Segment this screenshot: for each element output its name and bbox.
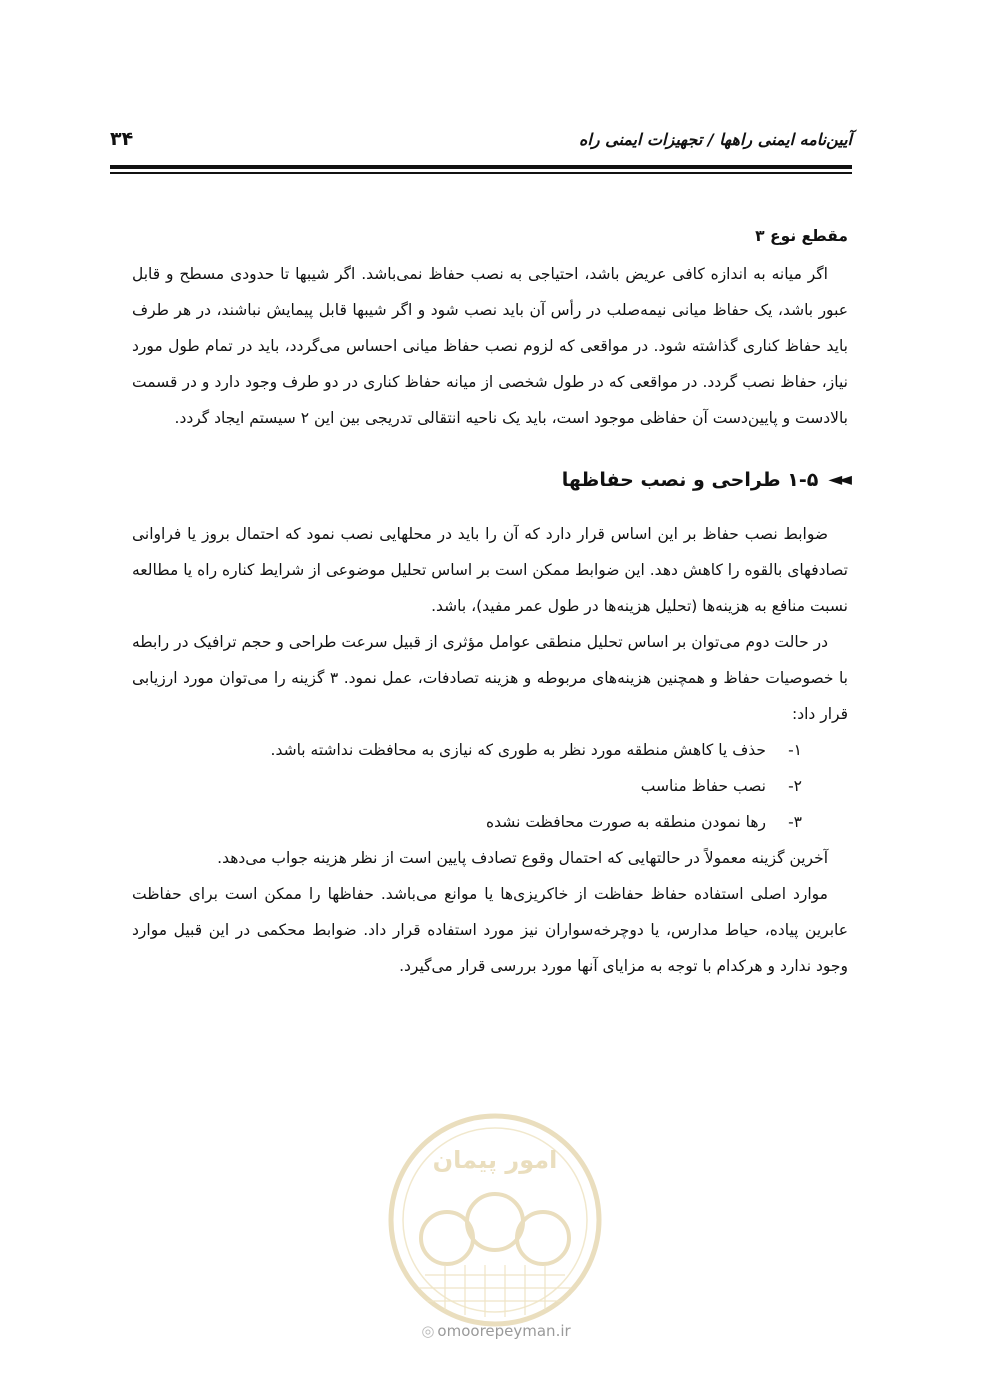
subsection-paragraph: اگر میانه به اندازه کافی عریض باشد، احتیاجی به نصب حفاظ نمی‌باشد. اگر شیبها تا حدودی مسطح و قابل عبور باشد، یک حفاظ میانی نیمه‌صلب در رأس آن باید نصب شود و اگر شیبها قابل پیمایش نباشند، در هر طرف باید حفاظ کناری گذاشته شود. در مواقعی که لزوم نصب حفاظ میانی احساس می‌گردد، باید در تمام طول مورد نیاز، حفاظ نصب گردد. در مواقعی که در طول شخصی از میانه حفاظ کناری در دو طرف وجود دارد و در قسمت بالادست و پایین‌دست آن حفاظی موجود است، باید یک ناحیه انتقالی تدریجی بین این ۲ سیستم ایجاد گردد.: [132, 265, 848, 427]
closing-paragraph-1: آخرین گزینه معمولاً در حالتهایی که احتمال وقوع تصادف پایین است از نظر هزینه جواب می‌دهد.: [217, 849, 828, 867]
option-number: ۱-: [788, 741, 802, 759]
section-marker-icon: ◄◄: [828, 469, 848, 490]
header-rule-thick: [110, 165, 852, 169]
watermark-logo-icon: [385, 1110, 605, 1330]
section-paragraph-1: ضوابط نصب حفاظ بر این اساس قرار دارد که آن را باید در محلهایی نصب نمود که احتمال بروز یا فراوانی تصادفهای بالقوه را کاهش دهد. این ضوابط ممکن است بر اساس تحلیل موضوعی از شرایط کناره راه یا مطالعه نسبت منافع به هزینه‌ها (تحلیل هزینه‌ها در طول عمر مفید)، باشد.: [132, 525, 848, 615]
footer-url: [0, 1322, 992, 1340]
page-body: [132, 218, 848, 984]
section-heading: [132, 462, 848, 498]
page-header: [110, 128, 852, 150]
section-title: ۱-۵ طراحی و نصب حفاظها: [561, 469, 819, 491]
section-paragraph-2: در حالت دوم می‌توان بر اساس تحلیل منطقی عوامل مؤثری از قبیل سرعت طراحی و حجم ترافیک در رابطه با خصوصیات حفاظ و همچنین هزینه‌های مربوطه و هزینه تصادفات، عمل نمود. ۳ گزینه را می‌توان مورد ارزیابی قرار داد:: [132, 633, 848, 723]
subsection-title: مقطع نوع ۳: [755, 227, 848, 245]
watermark-logo-text: امور پیمان: [432, 1146, 558, 1174]
options-list: [132, 732, 848, 840]
option-number: ۳-: [788, 813, 802, 831]
footer-url-text: omoorepeyman.ir: [437, 1322, 571, 1340]
option-text: حذف یا کاهش منطقه مورد نظر به طوری که نیازی به محافظت نداشته باشد.: [270, 741, 766, 759]
header-rule-thin: [110, 172, 852, 174]
list-item: [132, 732, 802, 768]
option-number: ۲-: [788, 777, 802, 795]
list-item: [132, 804, 802, 840]
running-title: آیین‌نامه ایمنی راهها / تجهیزات ایمنی راه: [578, 130, 852, 149]
page-number: ۳۴: [110, 128, 134, 150]
option-text: رها نمودن منطقه به صورت محافظت نشده: [486, 813, 766, 831]
closing-paragraph-2: موارد اصلی استفاده حفاظ حفاظت از خاکریزی‌ها یا موانع می‌باشد. حفاظها را ممکن است برای حفاظت عابرین پیاده، حیاط مدارس، یا دوچرخه‌سواران نیز مورد استفاده قرار داد. ضوابط محکمی در این قبیل موارد وجود ندارد و هرکدام با توجه به مزایای آنها مورد بررسی قرار می‌گیرد.: [132, 885, 848, 975]
option-text: نصب حفاظ مناسب: [640, 777, 766, 795]
site-logo-icon: ◎: [421, 1322, 435, 1340]
list-item: [132, 768, 802, 804]
